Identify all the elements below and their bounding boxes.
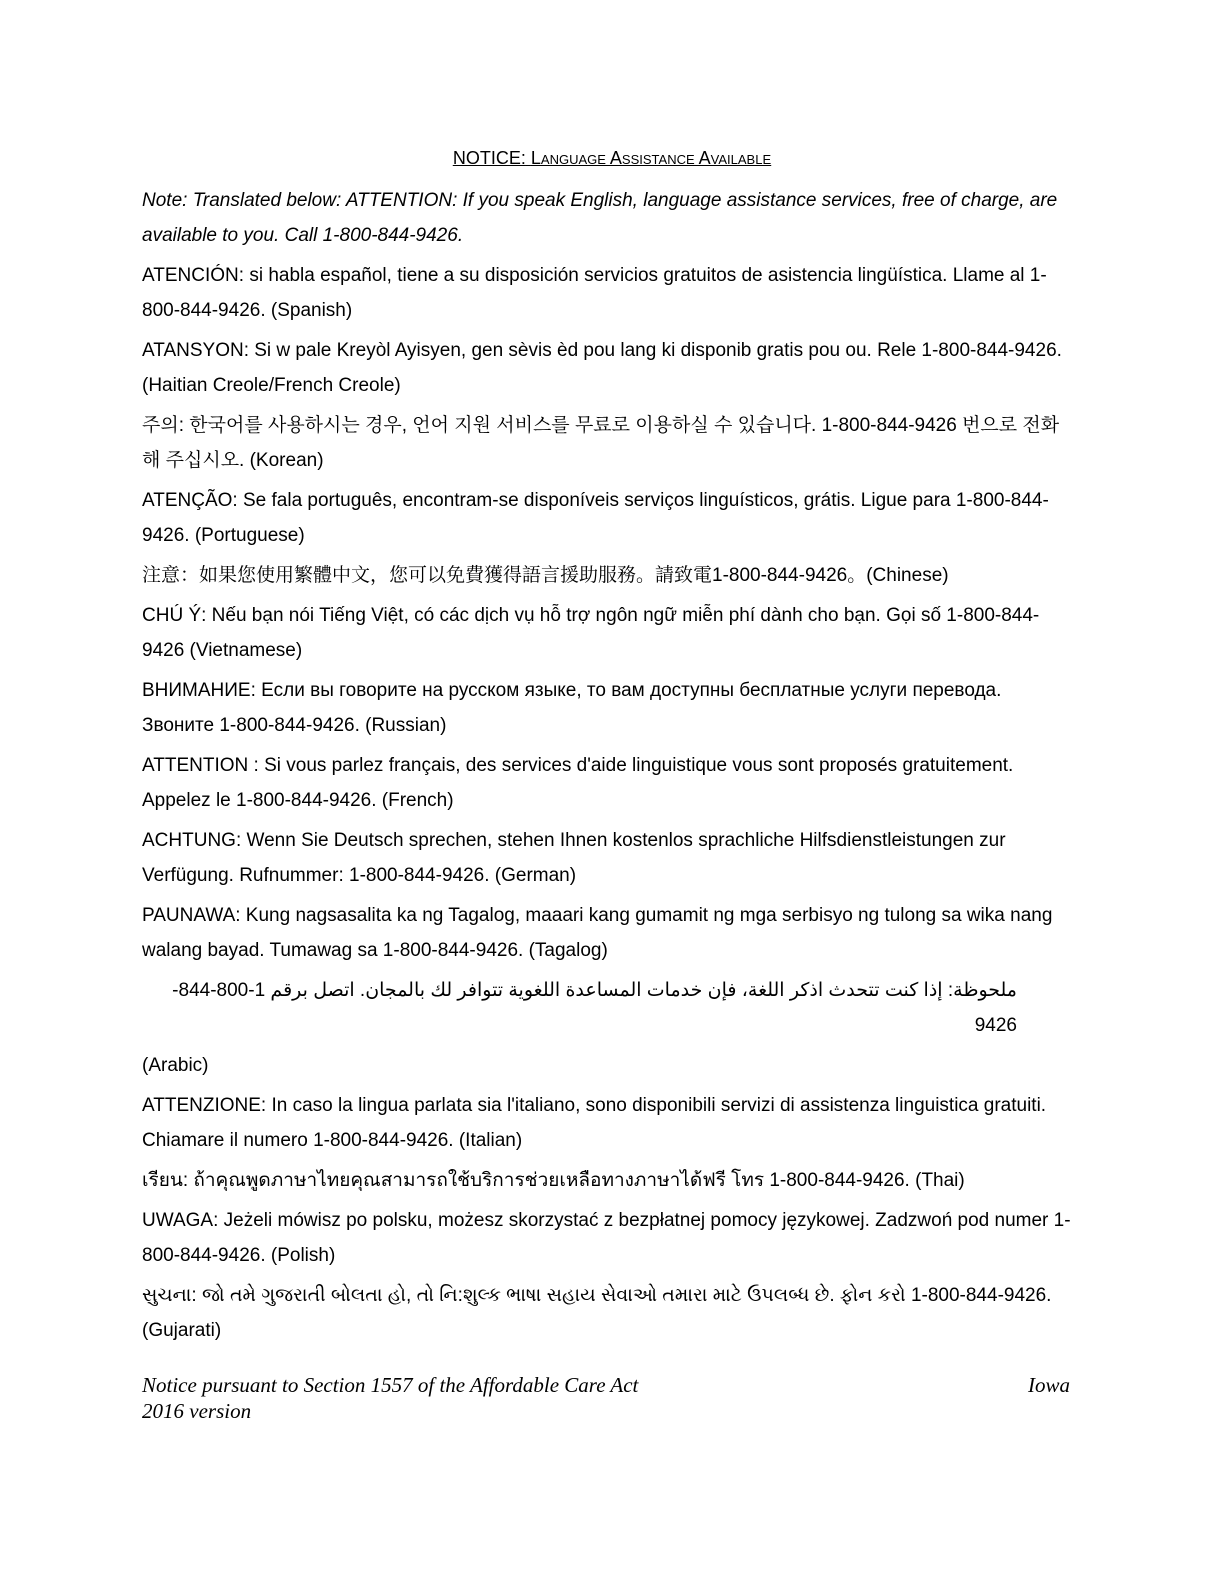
footer-state: Iowa bbox=[1028, 1373, 1070, 1397]
paragraph-spanish: ATENCIÓN: si habla español, tiene a su disposición servicios gratuitos de asistencia lingüística. Llame al 1-800-844-9426. (Spanish) bbox=[142, 265, 1047, 321]
title-main: NOTICE: bbox=[452, 148, 526, 168]
english-note: Note: Translated below: ATTENTION: If you speak English, language assistance services, free of charge, are available to you. Call 1-800-844-9426. bbox=[142, 190, 1058, 246]
paragraph-italian: ATTENZIONE: In caso la lingua parlata sia l'italiano, sono disponibili servizi di assistenza linguistica gratuiti. Chiamare il numero 1-800-844-9426. (Italian) bbox=[142, 1095, 1047, 1151]
footer-version: 2016 version bbox=[142, 1399, 252, 1423]
paragraph-chinese: 注意：如果您使用繁體中文，您可以免費獲得語言援助服務。請致電1-800-844-9426。(Chinese) bbox=[142, 565, 949, 586]
paragraph-portuguese: ATENÇÃO: Se fala português, encontram-se disponíveis serviços linguísticos, grátis. Ligue para 1-800-844-9426. (Portuguese) bbox=[142, 490, 1049, 546]
paragraph-russian: ВНИМАНИЕ: Если вы говорите на русском языке, то вам доступны бесплатные услуги перевода. Звоните 1-800-844-9426. (Russian) bbox=[142, 680, 1002, 736]
footer bbox=[142, 1372, 1070, 1424]
notice-body bbox=[142, 183, 1077, 1353]
page-title bbox=[0, 148, 1224, 169]
footer-notice: Notice pursuant to Section 1557 of the Affordable Care Act bbox=[142, 1373, 639, 1397]
title-sub: Language Assistance Available bbox=[530, 148, 772, 168]
paragraph-tagalog: PAUNAWA: Kung nagsasalita ka ng Tagalog, maaari kang gumamit ng mga serbisyo ng tulong sa wika nang walang bayad. Tumawag sa 1-800-844-9426. (Tagalog) bbox=[142, 905, 1053, 961]
paragraph-korean: 주의: 한국어를 사용하시는 경우, 언어 지원 서비스를 무료로 이용하실 수 있습니다. 1-800-844-9426 번으로 전화해 주십시오. (Korean) bbox=[142, 415, 1060, 471]
paragraph-thai: เรียน: ถ้าคุณพูดภาษาไทยคุณสามารถใช้บริการช่วยเหลือทางภาษาได้ฟรี โทร 1-800-844-9426. (Thai) bbox=[142, 1170, 965, 1191]
paragraph-vietnamese: CHÚ Ý: Nếu bạn nói Tiếng Việt, có các dịch vụ hỗ trợ ngôn ngữ miễn phí dành cho bạn. Gọi số 1-800-844-9426 (Vietnamese) bbox=[142, 605, 1040, 661]
paragraph-gujarati: સુચના: જો તમે ગુજરાતી બોલતા હો, તો નિ:શુલ્ક ભાષા સહાય સેવાઓ તમારા માટે ઉપલબ્ધ છે. ફોન કરો 1-800-844-9426. (Gujarati) bbox=[142, 1285, 1052, 1341]
paragraph-arabic-label: (Arabic) bbox=[142, 1055, 209, 1076]
paragraph-arabic: ملحوظة: إذا كنت تتحدث اذكر اللغة، فإن خدمات المساعدة اللغوية تتوافر لك بالمجان. اتصل برقم 1-800-844-9426 bbox=[172, 980, 1017, 1036]
paragraph-haitian-creole: ATANSYON: Si w pale Kreyòl Ayisyen, gen sèvis èd pou lang ki disponib gratis pou ou. Rele 1-800-844-9426. (Haitian Creole/French Creole) bbox=[142, 340, 1062, 396]
paragraph-german: ACHTUNG: Wenn Sie Deutsch sprechen, stehen Ihnen kostenlos sprachliche Hilfsdienstleistungen zur Verfügung. Rufnummer: 1-800-844-9426. (German) bbox=[142, 830, 1006, 886]
paragraph-polish: UWAGA: Jeżeli mówisz po polsku, możesz skorzystać z bezpłatnej pomocy językowej. Zadzwoń pod numer 1-800-844-9426. (Polish) bbox=[142, 1210, 1071, 1266]
paragraph-french: ATTENTION : Si vous parlez français, des services d'aide linguistique vous sont proposés gratuitement. Appelez le 1-800-844-9426. (French) bbox=[142, 755, 1014, 811]
